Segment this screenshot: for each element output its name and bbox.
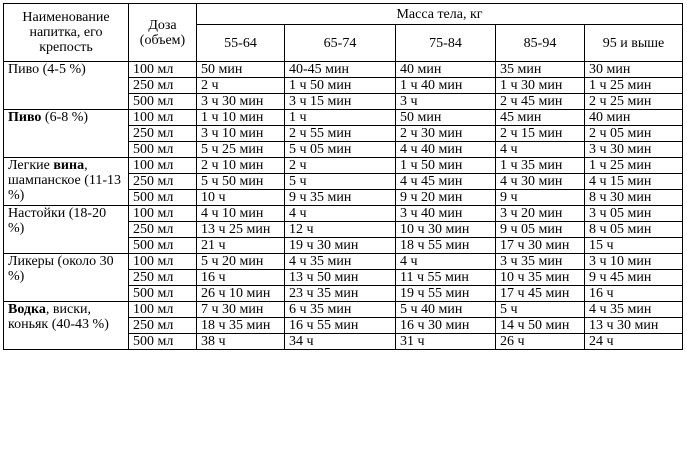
mass-range-header: 55-64 [197, 25, 285, 62]
drink-name-part: Водка [8, 302, 46, 317]
alcohol-elimination-table [3, 3, 683, 350]
elimination-time-cell: 2 ч 30 мин [396, 126, 496, 142]
elimination-time-cell: 24 ч [585, 334, 683, 350]
body-mass-header: Масса тела, кг [197, 4, 683, 25]
elimination-time-cell: 3 ч 20 мин [496, 206, 585, 222]
elimination-time-cell: 16 ч [197, 270, 285, 286]
alcohol-elimination-table-wrapper [3, 3, 683, 350]
elimination-time-cell: 18 ч 55 мин [396, 238, 496, 254]
drink-name-cell [4, 206, 129, 254]
elimination-time-cell: 31 ч [396, 334, 496, 350]
elimination-time-cell: 14 ч 50 мин [496, 318, 585, 334]
elimination-time-cell: 1 ч 35 мин [496, 158, 585, 174]
elimination-time-cell: 2 ч 10 мин [197, 158, 285, 174]
elimination-time-cell: 19 ч 30 мин [285, 238, 396, 254]
elimination-time-cell: 23 ч 35 мин [285, 286, 396, 302]
elimination-time-cell: 1 ч 10 мин [197, 110, 285, 126]
drink-name-cell [4, 62, 129, 110]
elimination-time-cell: 2 ч 55 мин [285, 126, 396, 142]
elimination-time-cell: 12 ч [285, 222, 396, 238]
elimination-time-cell: 35 мин [496, 62, 585, 78]
elimination-time-cell: 16 ч [585, 286, 683, 302]
mass-range-header: 65-74 [285, 25, 396, 62]
elimination-time-cell: 40 мин [585, 110, 683, 126]
elimination-time-cell: 1 ч 30 мин [496, 78, 585, 94]
elimination-time-cell: 4 ч 35 мин [285, 254, 396, 270]
elimination-time-cell: 3 ч 30 мин [585, 142, 683, 158]
elimination-time-cell: 1 ч 25 мин [585, 158, 683, 174]
table-row [4, 62, 683, 78]
drink-column-header: Наименование напитка, его крепость [4, 4, 129, 62]
elimination-time-cell: 26 ч 10 мин [197, 286, 285, 302]
elimination-time-cell: 38 ч [197, 334, 285, 350]
elimination-time-cell: 9 ч 35 мин [285, 190, 396, 206]
dose-cell: 250 мл [129, 126, 197, 142]
dose-cell: 500 мл [129, 286, 197, 302]
elimination-time-cell: 18 ч 35 мин [197, 318, 285, 334]
dose-cell: 250 мл [129, 174, 197, 190]
drink-name-part: Настойки (18-20 %) [8, 206, 107, 236]
elimination-time-cell: 17 ч 45 мин [496, 286, 585, 302]
elimination-time-cell: 2 ч 25 мин [585, 94, 683, 110]
elimination-time-cell: 13 ч 50 мин [285, 270, 396, 286]
elimination-time-cell: 13 ч 30 мин [585, 318, 683, 334]
elimination-time-cell: 1 ч [285, 110, 396, 126]
dose-cell: 250 мл [129, 222, 197, 238]
drink-name-part: , виски, коньяк (40-43 %) [8, 302, 109, 332]
dose-cell: 500 мл [129, 94, 197, 110]
dose-cell: 500 мл [129, 142, 197, 158]
drink-name-cell [4, 110, 129, 158]
elimination-time-cell: 4 ч [496, 142, 585, 158]
elimination-time-cell: 2 ч 45 мин [496, 94, 585, 110]
dose-cell: 500 мл [129, 238, 197, 254]
drink-name-part: , шампанское (11-13 %) [8, 158, 122, 203]
elimination-time-cell: 9 ч 45 мин [585, 270, 683, 286]
elimination-time-cell: 30 мин [585, 62, 683, 78]
elimination-time-cell: 1 ч 40 мин [396, 78, 496, 94]
elimination-time-cell: 40-45 мин [285, 62, 396, 78]
elimination-time-cell: 3 ч 30 мин [197, 94, 285, 110]
elimination-time-cell: 9 ч [496, 190, 585, 206]
elimination-time-cell: 1 ч 25 мин [585, 78, 683, 94]
table-row [4, 110, 683, 126]
elimination-time-cell: 17 ч 30 мин [496, 238, 585, 254]
drink-name-cell [4, 158, 129, 206]
mass-range-header: 75-84 [396, 25, 496, 62]
elimination-time-cell: 1 ч 50 мин [285, 78, 396, 94]
drink-name-part: Легкие [8, 158, 54, 173]
elimination-time-cell: 10 ч 35 мин [496, 270, 585, 286]
drink-name-part: Ликеры (около 30 %) [8, 254, 114, 284]
drink-name-cell [4, 254, 129, 302]
elimination-time-cell: 19 ч 55 мин [396, 286, 496, 302]
elimination-time-cell: 3 ч 05 мин [585, 206, 683, 222]
dose-cell: 100 мл [129, 254, 197, 270]
elimination-time-cell: 2 ч [285, 158, 396, 174]
elimination-time-cell: 26 ч [496, 334, 585, 350]
dose-cell: 250 мл [129, 270, 197, 286]
dose-cell: 250 мл [129, 78, 197, 94]
mass-range-header: 85-94 [496, 25, 585, 62]
dose-cell: 250 мл [129, 318, 197, 334]
table-row [4, 206, 683, 222]
elimination-time-cell: 2 ч 05 мин [585, 126, 683, 142]
drink-name-part: Пиво [8, 110, 42, 125]
elimination-time-cell: 50 мин [197, 62, 285, 78]
elimination-time-cell: 4 ч 10 мин [197, 206, 285, 222]
elimination-time-cell: 9 ч 20 мин [396, 190, 496, 206]
table-row [4, 254, 683, 270]
elimination-time-cell: 2 ч [197, 78, 285, 94]
elimination-time-cell: 3 ч 10 мин [585, 254, 683, 270]
elimination-time-cell: 4 ч 15 мин [585, 174, 683, 190]
elimination-time-cell: 7 ч 30 мин [197, 302, 285, 318]
elimination-time-cell: 16 ч 30 мин [396, 318, 496, 334]
elimination-time-cell: 4 ч [285, 206, 396, 222]
elimination-time-cell: 10 ч [197, 190, 285, 206]
elimination-time-cell: 5 ч [285, 174, 396, 190]
elimination-time-cell: 8 ч 30 мин [585, 190, 683, 206]
elimination-time-cell: 13 ч 25 мин [197, 222, 285, 238]
elimination-time-cell: 3 ч 10 мин [197, 126, 285, 142]
drink-name-part: (4-5 %) [39, 62, 86, 77]
elimination-time-cell: 4 ч 35 мин [585, 302, 683, 318]
dose-cell: 100 мл [129, 158, 197, 174]
elimination-time-cell: 5 ч 05 мин [285, 142, 396, 158]
elimination-time-cell: 4 ч 30 мин [496, 174, 585, 190]
table-row [4, 302, 683, 318]
table-row [4, 158, 683, 174]
elimination-time-cell: 4 ч [396, 254, 496, 270]
elimination-time-cell: 6 ч 35 мин [285, 302, 396, 318]
elimination-time-cell: 5 ч 40 мин [396, 302, 496, 318]
elimination-time-cell: 8 ч 05 мин [585, 222, 683, 238]
elimination-time-cell: 16 ч 55 мин [285, 318, 396, 334]
dose-cell: 500 мл [129, 334, 197, 350]
dose-column-header: Доза (объем) [129, 4, 197, 62]
dose-cell: 100 мл [129, 302, 197, 318]
drink-name-part: вина [53, 158, 85, 173]
mass-range-header: 95 и выше [585, 25, 683, 62]
elimination-time-cell: 5 ч 50 мин [197, 174, 285, 190]
table-body [4, 62, 683, 350]
drink-name-part: (6-8 %) [41, 110, 89, 125]
dose-cell: 100 мл [129, 110, 197, 126]
elimination-time-cell: 34 ч [285, 334, 396, 350]
elimination-time-cell: 5 ч [496, 302, 585, 318]
elimination-time-cell: 4 ч 40 мин [396, 142, 496, 158]
table-header [4, 4, 683, 62]
elimination-time-cell: 40 мин [396, 62, 496, 78]
drink-name-cell [4, 302, 129, 350]
elimination-time-cell: 45 мин [496, 110, 585, 126]
elimination-time-cell: 9 ч 05 мин [496, 222, 585, 238]
elimination-time-cell: 4 ч 45 мин [396, 174, 496, 190]
elimination-time-cell: 3 ч 15 мин [285, 94, 396, 110]
elimination-time-cell: 3 ч 40 мин [396, 206, 496, 222]
elimination-time-cell: 10 ч 30 мин [396, 222, 496, 238]
dose-cell: 500 мл [129, 190, 197, 206]
elimination-time-cell: 2 ч 15 мин [496, 126, 585, 142]
elimination-time-cell: 3 ч 35 мин [496, 254, 585, 270]
drink-name-part: Пиво [8, 62, 40, 77]
elimination-time-cell: 11 ч 55 мин [396, 270, 496, 286]
elimination-time-cell: 5 ч 25 мин [197, 142, 285, 158]
elimination-time-cell: 1 ч 50 мин [396, 158, 496, 174]
elimination-time-cell: 50 мин [396, 110, 496, 126]
dose-cell: 100 мл [129, 62, 197, 78]
elimination-time-cell: 3 ч [396, 94, 496, 110]
dose-cell: 100 мл [129, 206, 197, 222]
elimination-time-cell: 21 ч [197, 238, 285, 254]
elimination-time-cell: 5 ч 20 мин [197, 254, 285, 270]
elimination-time-cell: 15 ч [585, 238, 683, 254]
